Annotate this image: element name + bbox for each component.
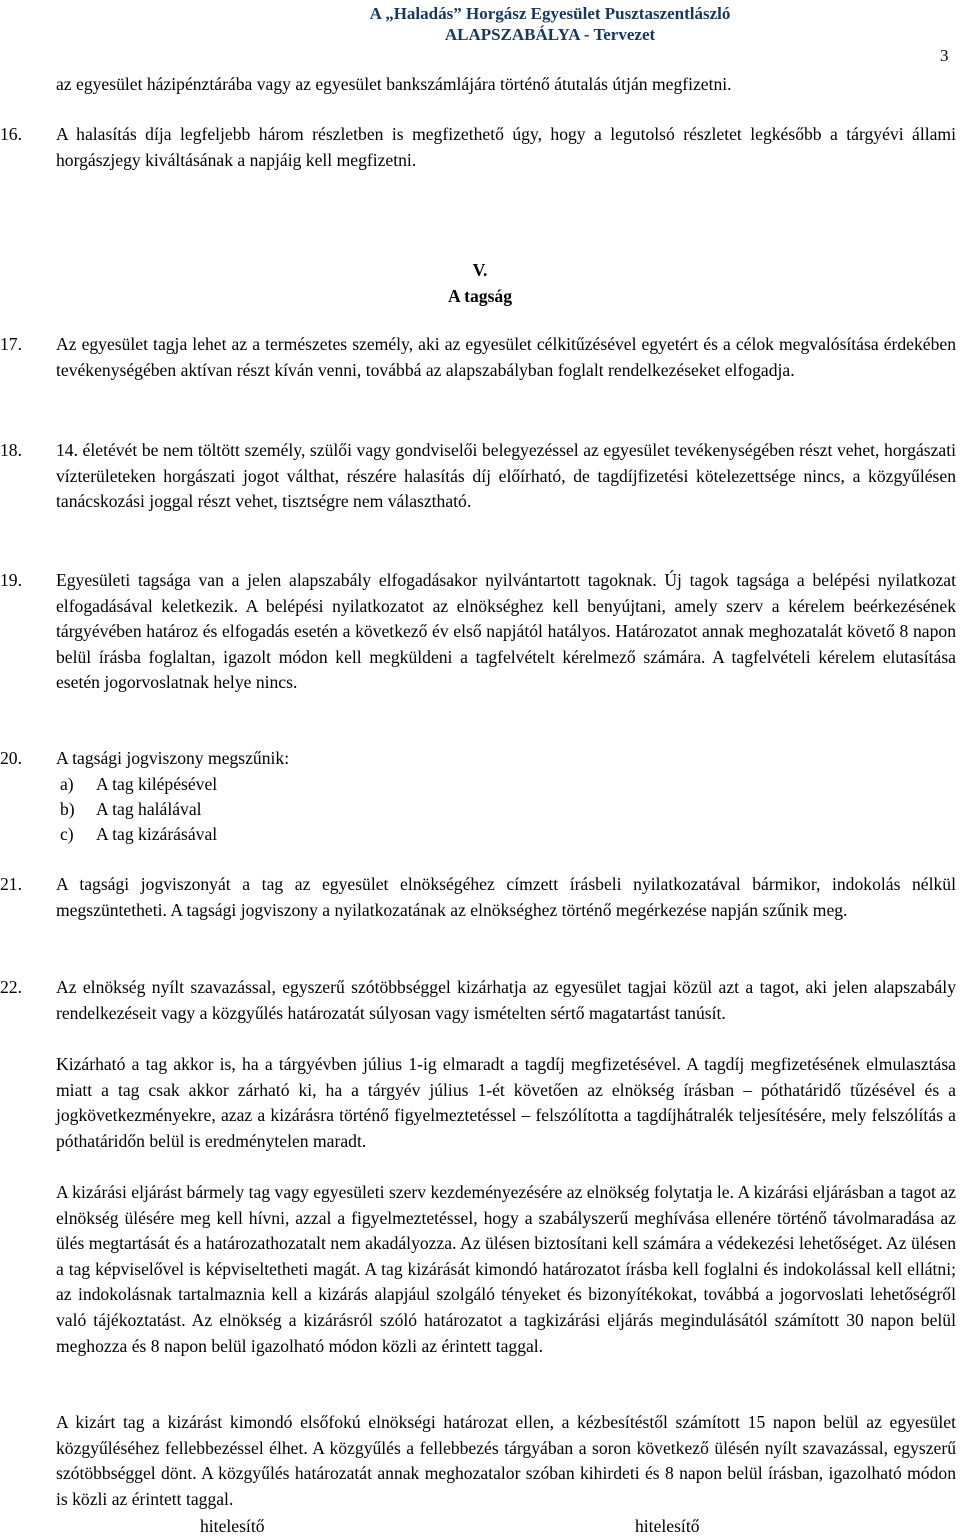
- paragraph-text: Az egyesület tagja lehet az a természetes személy, aki az egyesület célkitűzésével egyetért és a célok megvalósítása érdekében tevékenységében aktívan részt kíván venni, továbbá az alapszabályban foglalt rendelkezéseket elfogadja.: [56, 334, 956, 380]
- section-heading: [0, 258, 960, 309]
- paragraph-text: Kizárható a tag akkor is, ha a tárgyévben július 1-ig elmaradt a tagdíj megfizetésével. A tagdíj megfizetésének elmulasztása miatt a tag csak akkor zárható ki, ha a tárgyév július 1-ét követően az elnökség írásban – póthatáridő tűzésével és a jogkövetkezményekre, azaz a kizárásra történő figyelmeztetéssel – felszólította a tagdíjhátralék teljesítésére, mely felszólítás a póthatáridőn belül is eredménytelen maradt.: [56, 1054, 956, 1151]
- paragraph-20: [0, 746, 956, 772]
- list-item: [60, 772, 217, 798]
- list-item-letter: a): [60, 774, 74, 794]
- intro-line: az egyesület házipénztárába vagy az egyesület bankszámlájára történő átutalás útján megfizetni.: [56, 74, 732, 94]
- list-item-letter: b): [60, 799, 75, 819]
- list-item: [60, 797, 202, 823]
- list-item-text: A tag halálával: [96, 799, 202, 819]
- list-item-text: A tag kilépésével: [96, 774, 218, 794]
- list-item: [60, 822, 217, 848]
- paragraph-text: A kizárt tag a kizárást kimondó elsőfokú elnökségi határozat ellen, a kézbesítéstől számított 15 napon belül az egyesület közgyűléséhez fellebbezéssel élhet. A közgyűlés a fellebbezés tárgyában a soron következő ülésén nyílt szavazással, egyszerű szótöbbséggel dönt. A közgyűlés határozatát annak meghozatalor szóban kihirdeti és 8 napon belül írásban, igazolható módon is közli az érintett taggal.: [56, 1412, 956, 1509]
- paragraph-number: 21.: [0, 874, 22, 894]
- list-item-letter: c): [60, 824, 74, 844]
- paragraph-text: Egyesületi tagsága van a jelen alapszabály elfogadásakor nyilvántartott tagoknak. Új tagok tagsága a belépési nyilatkozat elfogadásával keletkezik. A belépési nyilatkozatot az elnökséghez kell benyújtani, amely szerv a kérelem beérkezésének tárgyévében határoz és elfogadás esetén a következő év első napjától hatályos. Határozatot annak meghozatalát követő 8 napon belül írásba foglaltan, igazolt módon kell megküldeni a tagfelvételt kérelmező számára. A tagfelvételi kérelem elutasítása esetén jogorvoslatnak helye nincs.: [56, 570, 956, 693]
- paragraph-16: [0, 122, 956, 173]
- paragraph-18: [0, 438, 956, 515]
- paragraph-number: 18.: [0, 440, 22, 460]
- signature-label-right: hitelesítő: [635, 1516, 700, 1536]
- paragraph-22-part-3: [56, 1180, 956, 1359]
- paragraph-text: A halasítás díja legfeljebb három részletben is megfizethető úgy, hogy a legutolsó részletet legkésőbb a tárgyévi állami horgászjegy kiváltásának a napjáig kell megfizetni.: [56, 124, 956, 170]
- paragraph-22-part-2: [56, 1052, 956, 1154]
- list-item-text: A tag kizárásával: [96, 824, 218, 844]
- paragraph-number: 19.: [0, 570, 22, 590]
- paragraph-21: [0, 872, 956, 923]
- paragraph-text: A tagsági jogviszony megszűnik:: [56, 748, 290, 768]
- section-roman: V.: [472, 260, 488, 280]
- paragraph-text: 14. életévét be nem töltött személy, szülői vagy gondviselői belegyezéssel az egyesület tevékenységében részt vehet, horgászati vízterületeken horgászati jogot válthat, részére halasítás díj előírható, de tagdíjfizetési kötelezettsége nincs, a közgyűlésen tanácskozási joggal részt vehet, tisztségre nem választható.: [56, 440, 956, 512]
- header-title: A „Haladás” Horgász Egyesület Pusztaszentlászló: [369, 4, 731, 23]
- paragraph-19: [0, 568, 956, 696]
- page-number: 3: [940, 46, 949, 65]
- paragraph-number: 17.: [0, 334, 22, 354]
- paragraph-number: 20.: [0, 748, 22, 768]
- paragraph-17: [0, 332, 956, 383]
- paragraph-number: 16.: [0, 124, 22, 144]
- paragraph-22-part-4: [56, 1410, 956, 1512]
- paragraph-text: A tagsági jogviszonyát a tag az egyesület elnökségéhez címzett írásbeli nyilatkozatával bármikor, indokolás nélkül megszüntetheti. A tagsági jogviszony a nyilatkozatának az elnökséghez történő megérkezése napján szűnik meg.: [56, 874, 956, 920]
- paragraph-22: [0, 975, 956, 1026]
- paragraph-text: Az elnökség nyílt szavazással, egyszerű szótöbbséggel kizárhatja az egyesület tagjai közül azt a tagot, aki jelen alapszabály rendelkezéseit vagy a közgyűlés határozatát súlyosan vagy ismételten sértő magatartást tanúsít.: [56, 977, 956, 1023]
- section-title: A tagság: [447, 285, 513, 306]
- document-header: [250, 3, 850, 45]
- paragraph-number: 22.: [0, 977, 22, 997]
- paragraph-text: A kizárási eljárást bármely tag vagy egyesületi szerv kezdeményezésére az elnökség folytatja le. A kizárási eljárásban a tagot az elnökség ülésére meg kell hívni, azzal a figyelmeztetéssel, hogy a szabályszerű meghívása ellenére történő távolmaradása az ülés megtartását és a határozathozatalt nem akadályozza. Az ülésen biztosítani kell számára a védekezési lehetőséget. Az ülésen a tag képviselővel is képviseltetheti magát. A tag kizárását kimondó határozatot írásba kell foglalni és indokolással kell ellátni; az indokolásnak tartalmaznia kell a kizárás alapjául szolgáló tényeket és bizonyítékokat, továbbá a jogorvoslati lehetőségről való tájékoztatást. Az elnökség a kizárásról szóló határozatot a tagkizárási eljárás megindulásától számított 30 napon belül meghozza és 8 napon belül igazolható módon közli az érintett taggal.: [56, 1182, 956, 1356]
- header-subtitle: ALAPSZABÁLYA - Tervezet: [444, 25, 656, 44]
- signature-label-left: hitelesítő: [200, 1516, 265, 1536]
